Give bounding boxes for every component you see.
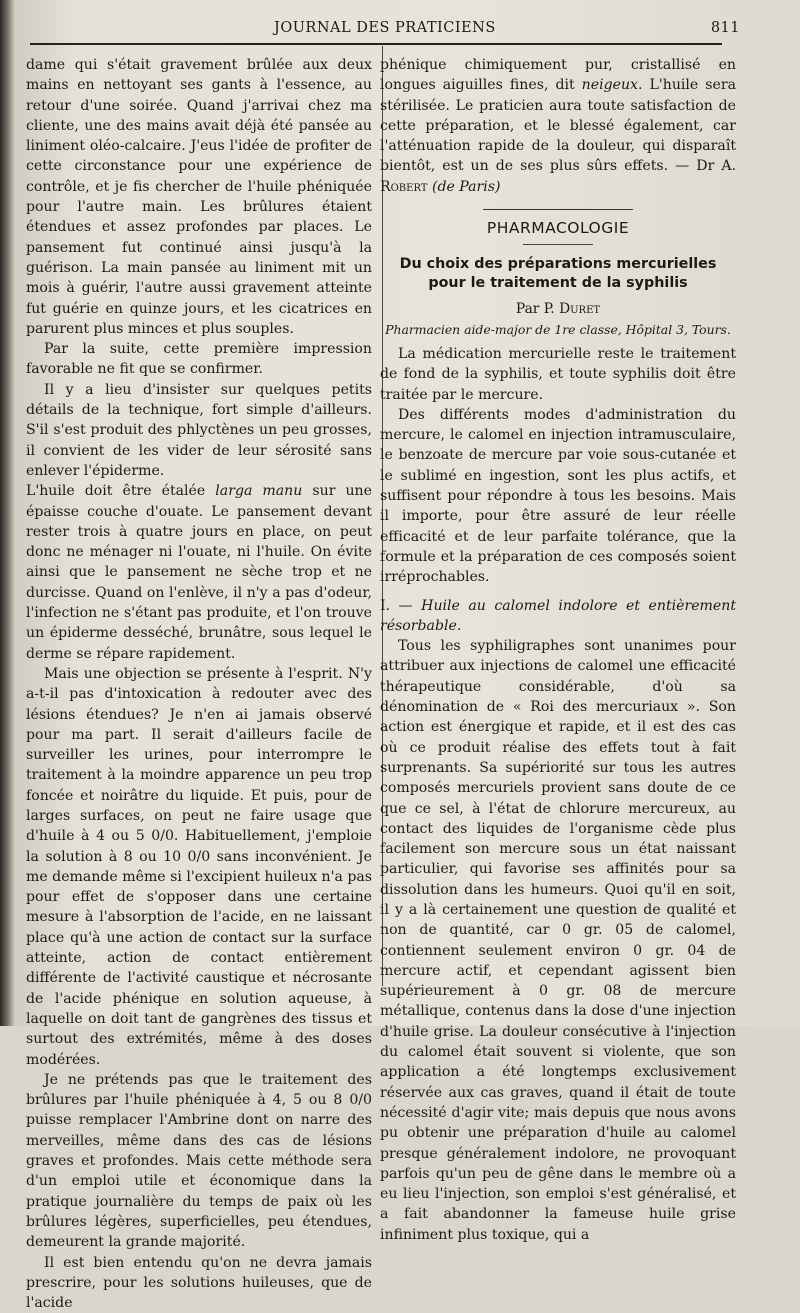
author-affiliation: Pharmacien aide-major de 1re classe, Hôpital 3, Tours. (385, 321, 731, 337)
article-title (380, 255, 736, 293)
byline-prefix: Par P. (515, 301, 560, 318)
paragraph: Des différents modes d'administration du mercure, le calomel en injection intramusculaire, le benzoate de mercure par voie sous-cutanée et le sublimé en ingestion, sont les plus actifs, et suffisent pour répondre à tous les besoins. Mais il importe, pour être assuré de leur réelle efficacité et de leur parfaite tolérance, que la formule et la préparation de ces composés soient irréprochables. (380, 406, 736, 586)
subsection-number: I. — (380, 597, 422, 614)
article-title-line: pour le traitement de la syphilis (428, 275, 688, 292)
section-title: PHARMACOLOGIE (486, 219, 630, 238)
left-column (26, 55, 372, 1313)
text-run: . L'huile sera stérilisée. Le praticien aura toute satisfaction de cette préparation, et le blessé également, car l'atténuation rapide de la douleur, qui disparaît bientôt, est un de ses plus sûrs effets. — Dr A. (380, 77, 736, 175)
italic-phrase: larga manu (215, 483, 303, 500)
byline-author: Duret (559, 301, 601, 318)
author-name: Robert (380, 178, 428, 195)
paragraph: Je ne prétends pas que le traitement des brûlures par l'huile phéniquée à 4, 5 ou 8 0/0 puisse remplacer l'Ambrine dont on narre des merveilles, même dans des cas de lésions graves et profondes. Mais cette méthode sera d'un emploi utile et économique dans la pratique journalière du temps de paix où les brûlures légères, superficielles, peu étendues, demeurent la grande majorité. (26, 1071, 372, 1251)
subsection-heading (380, 596, 736, 637)
section-rule (483, 209, 633, 210)
paragraph: Il y a lieu d'insister sur quelques petits détails de la technique, fort simple d'ailleurs. S'il s'est produit des phlyctènes un peu grosses, il convient de les vider de leur sérosité sans enlever l'épiderme. (26, 381, 372, 479)
header-rule (30, 43, 722, 45)
paragraph: Par la suite, cette première impression favorable ne fit que se confirmer. (26, 341, 372, 378)
paragraph: dame qui s'était gravement brûlée aux deux mains en nettoyant ses gants à l'essence, au retour d'une soirée. Quand j'arrivai chez ma cliente, une des mains avait déjà été pansée au liniment oléo-calcaire. J'eus l'idée de profiter de cette circonstance pour une expérience de contrôle, et je fis chercher de l'huile phéniquée pour l'autre main. Les brûlures étaient étendues et assez profondes par places. Le pansement fut continué ainsi jusqu'à la guérison. La main pansée au liniment mit un mois à guérir, l'autre aussi gravement atteinte fut guérie en quinze jours, et les cicatrices en parurent plus minces et plus souples. (26, 57, 372, 337)
paragraph: La médication mercurielle reste le traitement de fond de la syphilis, et toute syphilis doit être traitée par le mercure. (380, 345, 736, 403)
paragraph: Il est bien entendu qu'on ne devra jamais prescrire, pour les solutions huileuses, que de l'acide (26, 1254, 372, 1312)
paragraph (26, 481, 372, 664)
text-run: L'huile doit être étalée (26, 483, 216, 500)
article-title-line: Du choix des préparations mercurielles (399, 256, 717, 273)
page-number: 811 (710, 20, 740, 36)
text-run: sur une épaisse couche d'ouate. Le pansement devant rester trois à quatre jours en place, on peut donc ne ménager ni l'ouate, ni l'huile. On évite ainsi que le pansement ne sèche trop et ne durcisse. Quand on l'enlève, il n'y a pas d'odeur, l'infection ne s'étant pas produite, et l'on trouve un épiderme desséché, brunâtre, sous lequel le derme se répare rapidement. (26, 483, 372, 662)
journal-title: JOURNAL DES PRATICIENS (274, 20, 496, 36)
byline (380, 299, 736, 319)
journal-page (14, 0, 800, 1312)
subsection-title: Huile au calomel indolore et entièrement résorbable. (380, 597, 736, 634)
paragraph: Tous les syphiligraphes sont unanimes pour attribuer aux injections de calomel une efficacité thérapeutique considérable, d'où sa dénomination de « Roi des mercuriaux ». Son action est énergique et rapide, et il est des cas où ce produit réalise des effets tout à fait surprenants. Sa supériorité sur tous les autres composés mercuriels provient sans doute de ce que ce sel, à l'état de chlorure mercureux, au contact des liquides de l'organisme cède plus facilement son mercure sous un état naissant particulier, qui favorise ses affinités pour sa dissolution dans les humeurs. Quoi qu'il en soit, il y a là certainement une question de qualité et non de quantité, car 0 gr. 05 de calomel, contiennent seulement environ 0 gr. 04 de mercure actif, et cependant agissent bien supérieurement à 0 gr. 08 de mercure métallique, contenus dans la dose d'une injection d'huile grise. La douleur consécutive à l'injection du calomel était souvent si violente, que son application a été longtemps exclusivement réservée aux cas graves, quand il était de toute nécessité d'agir vite; mais depuis que nous avons pu obtenir une préparation d'huile au calomel presque généralement indolore, ne provoquant parfois qu'un peu de gêne dans le membre où a eu lieu l'injection, son emploi s'est généralisé, et a fait abandonner la fameuse huile grise infiniment plus toxique, qui a (380, 638, 736, 1243)
italic-word: neigeux (581, 77, 638, 94)
paragraph (380, 55, 736, 197)
author-place: (de Paris) (431, 178, 501, 195)
section-title-rule (523, 244, 593, 245)
right-column (380, 55, 736, 1245)
text-run: phénique chimiquement pur, cristallisé en longues aiguilles fines, dit (380, 57, 736, 94)
page-binding-shadow (0, 0, 14, 1026)
paragraph: Mais une objection se présente à l'esprit. N'y a-t-il pas d'intoxication à redouter avec des lésions étendues? Je n'en ai jamais observé pour ma part. Il serait d'ailleurs facile de surveiller les urines, pour interrompre le traitement à la moindre apparence un peu trop foncée et noirâtre du liquide. Et puis, pour de larges surfaces, on peut ne faire usage que d'huile à 4 ou 5 0/0. Habituellement, j'emploie la solution à 8 ou 10 0/0 sans inconvénient. Je me demande même si l'excipient huileux n'a pas pour effet de s'opposer dans une certaine mesure à l'absorption de l'acide, en ne laissant place qu'à une action de contact sur la surface atteinte, action de contact entièrement différente de l'activité caustique et nécrosante de l'acide phénique en solution aqueuse, à laquelle on doit tant de gangrènes des tissus et surtout des extrémités, même à des doses modérées. (26, 665, 373, 1068)
